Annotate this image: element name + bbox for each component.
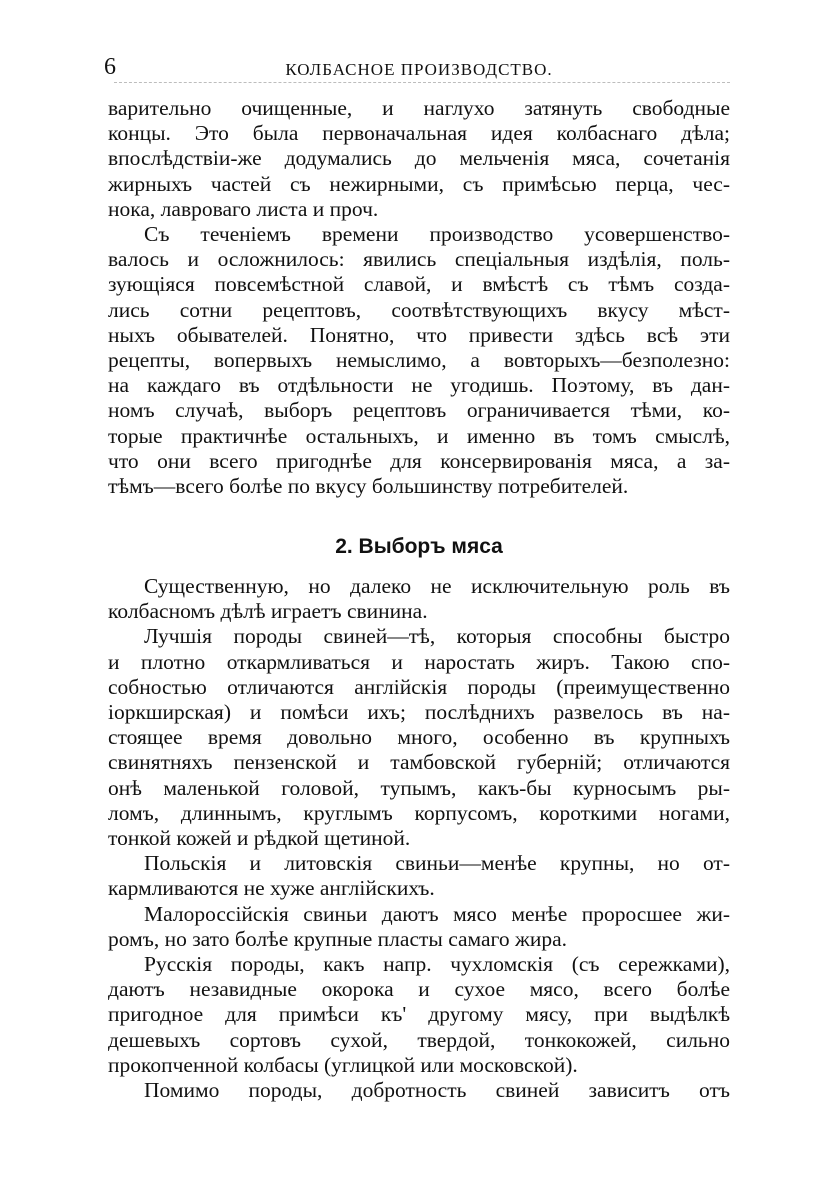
- text-line: даютъ незавидные окорока и сухое мясо, всего болѣе: [108, 977, 730, 1002]
- text-line: онѣ маленькой головой, тупымъ, какъ-бы курносымъ ры-: [108, 775, 730, 800]
- text-line: стоящее время довольно много, особенно въ крупныхъ: [108, 725, 730, 750]
- text-block-after-heading: [108, 574, 730, 1103]
- text-line: Польскія и литовскія свиньи—менѣе крупны, но от-: [144, 851, 730, 876]
- text-line: ломъ, длиннымъ, круглымъ корпусомъ, короткими ногами,: [108, 800, 730, 825]
- text-block-before-heading: [108, 96, 730, 499]
- text-line: ромъ, но зато болѣе крупные пласты самаго жира.: [108, 926, 567, 951]
- running-title: КОЛБАСНОЕ ПРОИЗВОДСТВО.: [285, 60, 553, 79]
- text-line: Малороссійскія свиньи даютъ мясо менѣе проросшее жи-: [144, 901, 730, 926]
- text-line: Лучшія породы свиней—тѣ, которыя способны быстро: [144, 624, 730, 649]
- text-line: прокопченной колбасы (углицкой или московской).: [108, 1052, 578, 1077]
- text-line: жирныхъ частей съ нежирными, съ примѣсью перца, чес-: [108, 171, 730, 196]
- text-line: іоркширская) и помѣси ихъ; послѣднихъ развелось въ на-: [108, 700, 730, 725]
- header-divider: [114, 82, 730, 83]
- text-line: дешевыхъ сортовъ сухой, твердой, тонкокожей, сильно: [108, 1027, 730, 1052]
- text-line: что они всего пригоднѣе для консервированія мяса, а за-: [108, 448, 730, 473]
- paragraph: [108, 851, 730, 901]
- text-line: собностью отличаются англійскія породы (преимущественно: [108, 674, 730, 699]
- text-line: Русскія породы, какъ напр. чухломскія (съ сережками),: [144, 952, 730, 977]
- text-line: концы. Это была первоначальная идея колбаснаго дѣла;: [108, 121, 730, 146]
- section-heading: 2. Выборъ мяса: [335, 535, 503, 558]
- text-line: пригодное для примѣси къ' другому мясу, при выдѣлкѣ: [108, 1002, 730, 1027]
- page-header: [104, 52, 734, 82]
- paragraph: [108, 96, 730, 222]
- text-line: нока, лавроваго листа и проч.: [108, 196, 379, 221]
- text-line: номъ случаѣ, выборъ рецептовъ ограничивается тѣми, ко-: [108, 398, 730, 423]
- text-line: Съ теченіемъ времени производство усовершенство-: [144, 222, 730, 247]
- text-line: впослѣдствіи-же додумались до мельченія мяса, сочетанія: [108, 146, 730, 171]
- paragraph: [108, 1078, 730, 1103]
- text-line: Помимо породы, добротность свиней зависитъ отъ: [144, 1078, 730, 1103]
- text-line: рецепты, вопервыхъ немыслимо, а вовторыхъ—безполезно:: [108, 348, 730, 373]
- text-line: лись сотни рецептовъ, соотвѣтствующихъ вкусу мѣст-: [108, 297, 730, 322]
- text-line: тѣмъ—всего болѣе по вкусу большинству потребителей.: [108, 474, 629, 499]
- text-line: свинятняхъ пензенской и тамбовской губерній; отличаются: [108, 750, 730, 775]
- text-line: зующіяся повсемѣстной славой, и вмѣстѣ съ тѣмъ созда-: [108, 272, 730, 297]
- text-line: варительно очищенные, и наглухо затянуть свободные: [108, 96, 730, 120]
- paragraph: [108, 624, 730, 851]
- text-line: ныхъ обывателей. Понятно, что привести здѣсь всѣ эти: [108, 322, 730, 347]
- text-line: валось и осложнилось: явились спеціальныя издѣлія, поль-: [108, 247, 730, 272]
- paragraph: [108, 574, 730, 624]
- page-number: 6: [104, 54, 116, 80]
- text-line: тонкой кожей и рѣдкой щетиной.: [108, 826, 411, 851]
- text-line: и плотно откармливаться и наростать жиръ. Такою спо-: [108, 649, 730, 674]
- text-line: колбасномъ дѣлѣ играетъ свинина.: [108, 599, 428, 624]
- text-line: торые практичнѣе остальныхъ, и именно въ томъ смыслѣ,: [108, 423, 730, 448]
- paragraph: [108, 952, 730, 1078]
- text-line: на каждаго въ отдѣльности не угодишь. Поэтому, въ дан-: [108, 373, 730, 398]
- text-line: Существенную, но далеко не исключительную роль въ: [144, 574, 730, 598]
- text-line: кармливаются не хуже англійскихъ.: [108, 876, 435, 901]
- paragraph: [108, 902, 730, 952]
- paragraph: [108, 222, 730, 499]
